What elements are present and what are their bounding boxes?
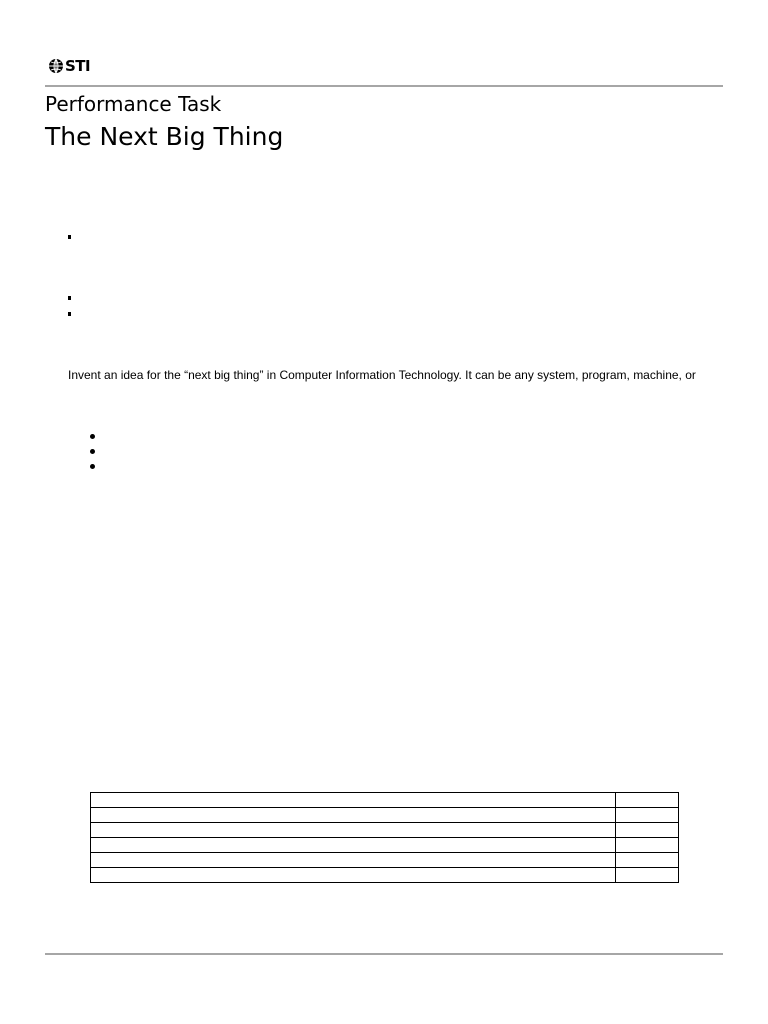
table-cell [91, 793, 616, 808]
logo-text: STI [65, 57, 91, 75]
globe-icon [48, 58, 64, 74]
document-subtitle: Performance Task [45, 92, 222, 116]
table-cell [616, 808, 679, 823]
table-cell [91, 868, 616, 883]
table-cell [91, 838, 616, 853]
table-cell [616, 838, 679, 853]
document-title: The Next Big Thing [45, 122, 284, 151]
table-row [91, 853, 679, 868]
header-rule [45, 85, 723, 87]
square-bullet [68, 312, 71, 316]
round-bullet [90, 434, 95, 439]
round-bullet [90, 464, 95, 469]
table-cell [616, 823, 679, 838]
round-bullet [90, 449, 95, 454]
table-row [91, 838, 679, 853]
table-cell [616, 868, 679, 883]
table-row [91, 868, 679, 883]
table-row [91, 823, 679, 838]
table-row [91, 793, 679, 808]
square-bullet [68, 296, 71, 300]
table-cell [91, 853, 616, 868]
table-cell [91, 808, 616, 823]
table-cell [616, 853, 679, 868]
table-cell [616, 793, 679, 808]
instruction-text: Invent an idea for the “next big thing” in Computer Information Technology. It can be any system, program, machine, or [68, 368, 696, 382]
square-bullet [68, 235, 71, 239]
sti-logo [48, 56, 90, 76]
table-row [91, 808, 679, 823]
footer-rule [45, 953, 723, 955]
table-cell [91, 823, 616, 838]
rubric-table [90, 792, 679, 883]
